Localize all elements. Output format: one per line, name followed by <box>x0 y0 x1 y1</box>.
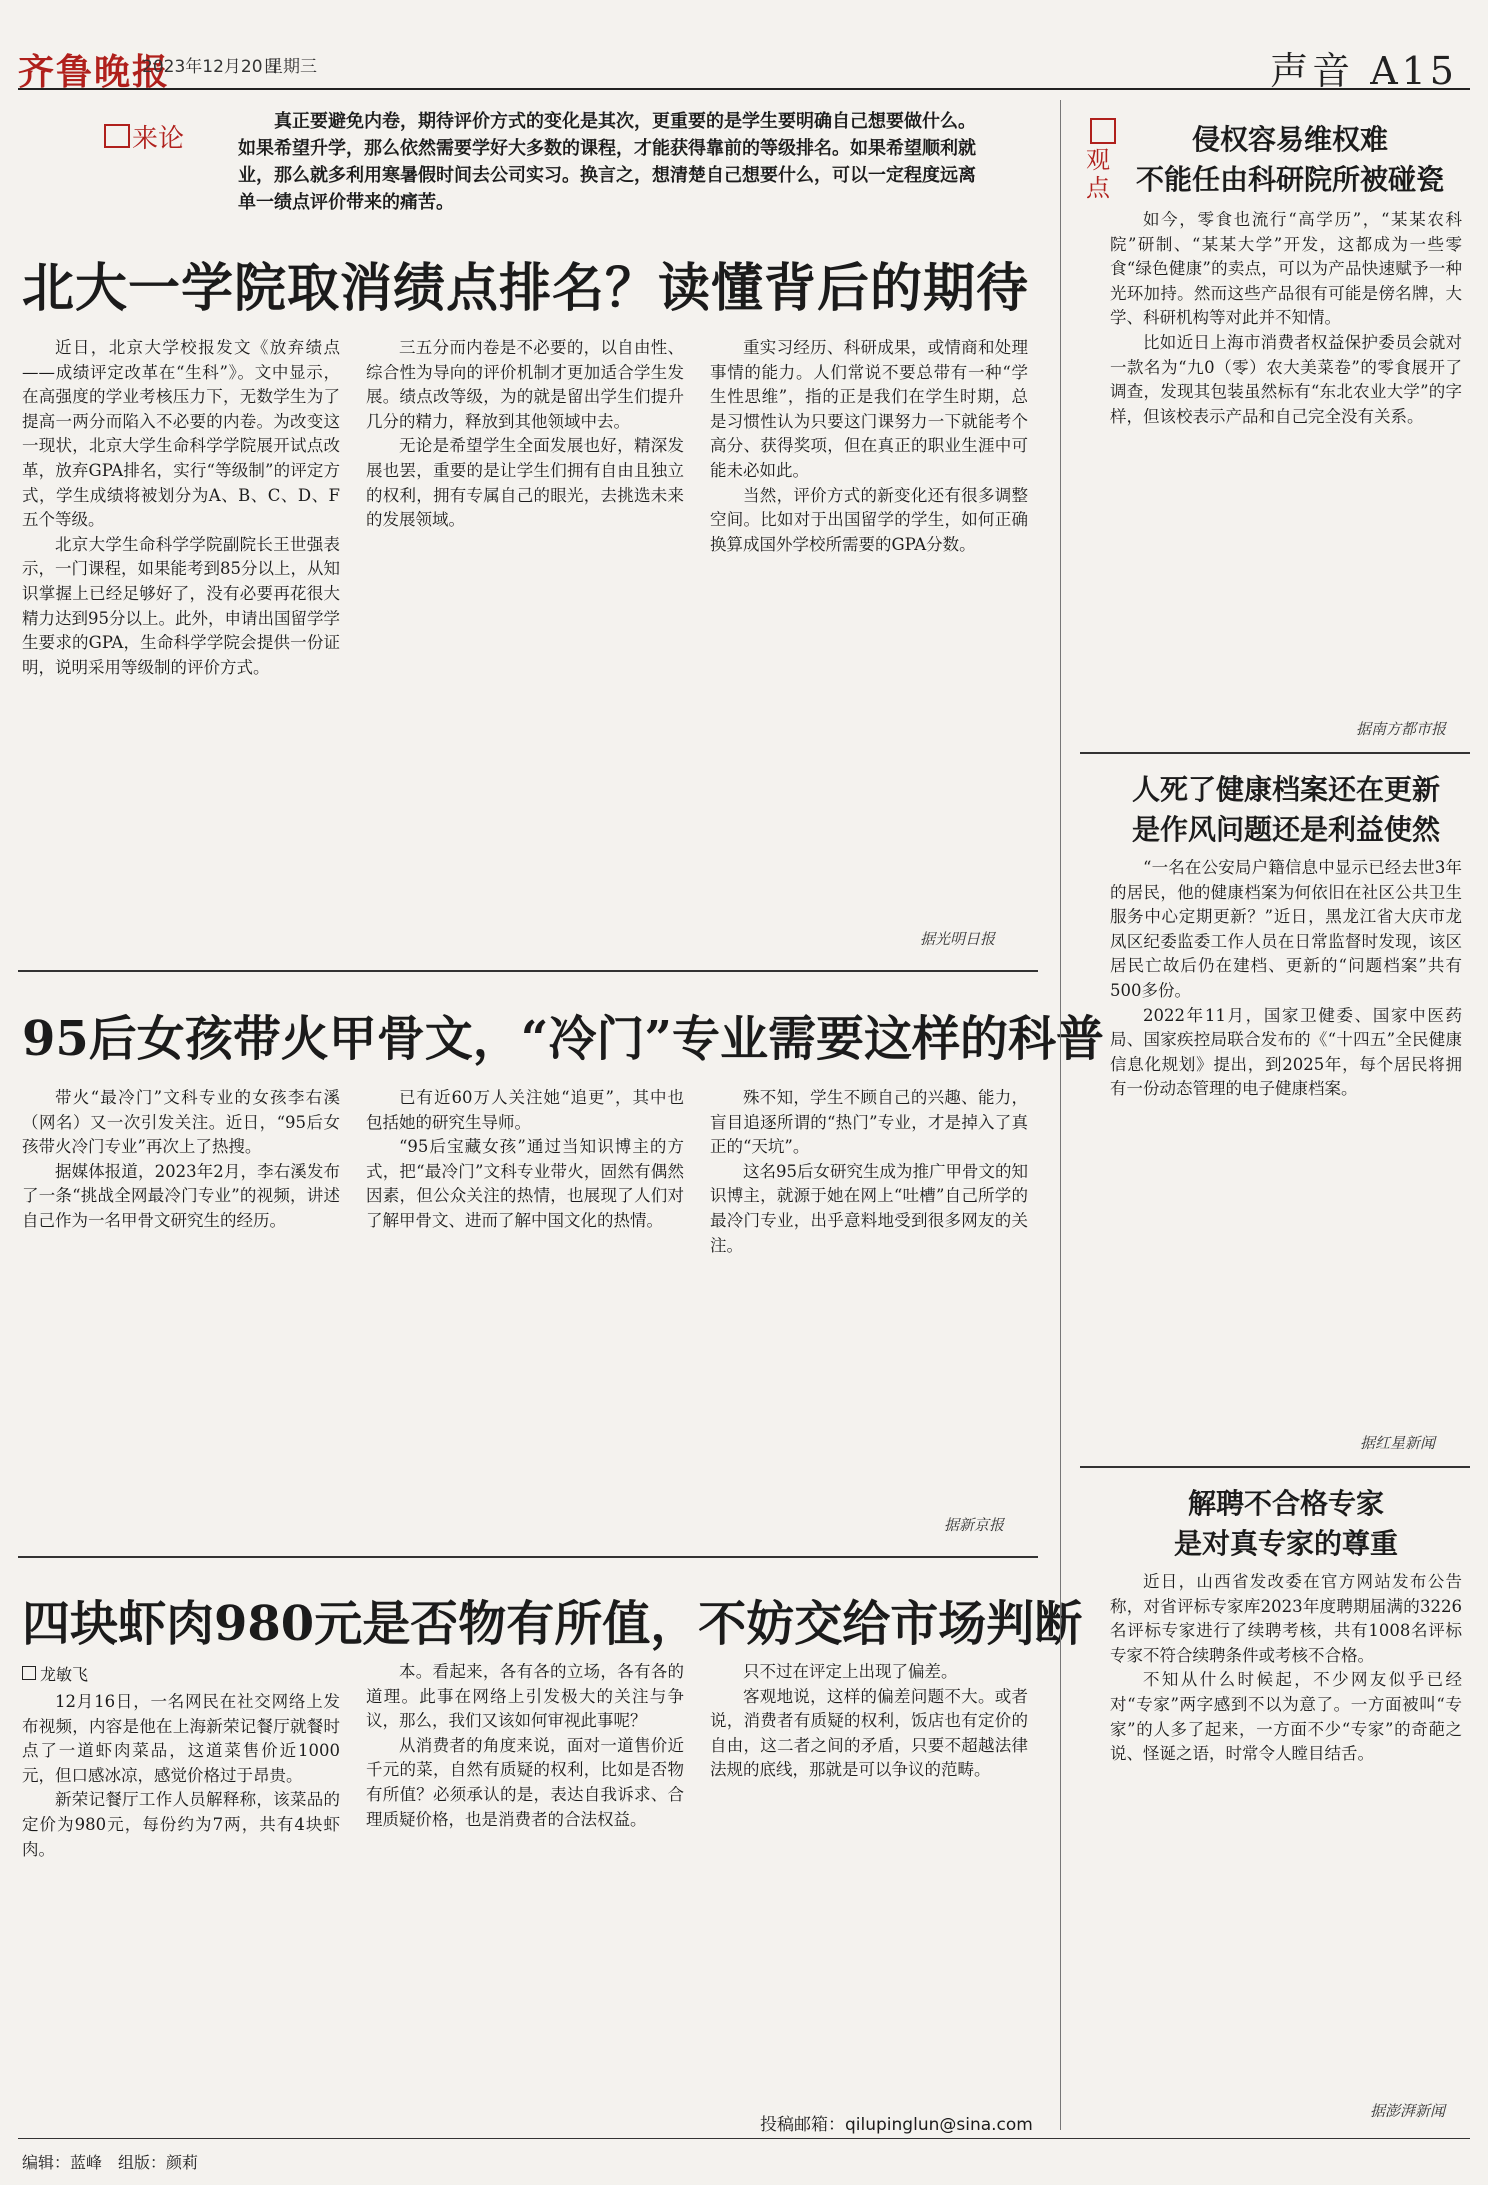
sidebar1-source: 据南方都市报 <box>1356 720 1447 738</box>
article2-p4: “95后宝藏女孩”通过当知识博主的方式，把“最冷门”文科专业带火，固然有偶然因素，但公众关注的热情，也展现了人们对了解甲骨文、进而了解中国文化的热情。 <box>366 1137 684 1230</box>
article2-col1 <box>22 1086 340 1546</box>
byline-box-icon <box>22 1666 36 1680</box>
sidebar2-title: 人死了健康档案还在更新 是作风问题还是利益使然 <box>1131 773 1440 846</box>
section-page: 声音 A15 <box>1270 49 1458 93</box>
note-icon <box>104 124 130 148</box>
article2-col2 <box>366 1086 684 1546</box>
article3-p3: 本。看起来，各有各的立场，各有各的道理。此事在网络上引发极大的关注与争议，那么，我们又该如何审视此事呢？ <box>366 1662 684 1731</box>
article1-source: 据光明日报 <box>920 930 996 948</box>
article2-col3 <box>710 1086 1028 1506</box>
footer-editors: 编辑：蓝峰 组版：颜莉 <box>22 2153 199 2172</box>
article1-p3: 三五分而内卷是不必要的，以自由性、综合性为导向的评价机制才更加适合学生发展。绩点改等级，为的就是留出学生们提升几分的精力，释放到其他领域中去。 <box>366 338 684 431</box>
article3-p1: 12月16日，一名网民在社交网络上发布视频，内容是他在上海新荣记餐厅就餐时点了一道虾肉菜品，这道菜售价近1000元，但口感冰凉，感觉价格过于昂贵。 <box>22 1692 340 1785</box>
article1-col3 <box>710 336 1028 916</box>
article1-p5: 重实习经历、科研成果，或情商和处理事情的能力。人们常说不要总带有一种“学生性思维”，指的正是我们在学生时期，总是习惯性认为只要这门课努力一下就能考个高分、获得奖项，但在真正的职业生涯中可能未必如此。 <box>710 338 1028 480</box>
divider-3 <box>1080 752 1470 754</box>
divider-2 <box>18 1556 1038 1558</box>
article2-p5: 殊不知，学生不顾自己的兴趣、能力，盲目追逐所谓的“热门”专业，才是掉入了真正的“天坑”。 <box>710 1088 1028 1157</box>
newspaper-logo: 齐鲁晚报 <box>18 51 171 93</box>
issue-date: 2023年12月20日 <box>142 57 280 77</box>
sidebar3-p2: 不知从什么时候起，不少网友似乎已经对“专家”两字感到不以为意了。一方面被叫“专家”的人多了起来，一方面不少“专家”的奇葩之说、怪诞之语，时常令人瞠目结舌。 <box>1110 1670 1462 1764</box>
article1-col1 <box>22 336 340 956</box>
article1-p1: 近日，北京大学校报发文《放弃绩点——成绩评定改革在“生科”》。文中显示，在高强度的学业考核压力下，无数学生为了提高一两分而陷入不必要的内卷。为改变这一现状，北京大学生命科学学院展开试点改革，放弃GPA排名，实行“等级制”的评定方式，学生成绩将被划分为A、B、C、D、F五个等级。 <box>22 338 340 530</box>
article3-p2: 新荣记餐厅工作人员解释称，该菜品的定价为980元，每份约为7两，共有4块虾肉。 <box>22 1790 340 1859</box>
sidebar2-source: 据红星新闻 <box>1360 1434 1436 1452</box>
article3-col2 <box>366 1660 684 2130</box>
article3-author: 龙敏飞 <box>40 1665 89 1684</box>
lead-quote: 真正要避免内卷，期待评价方式的变化是其次，更重要的是学生要明确自己想要做什么。如果希望升学，那么依然需要学好大多数的课程，才能获得靠前的等级排名。如果希望顺利就业，那么就多利用寒暑假时间去公司实习。换言之，想清楚自己想要什么，可以一定程度远离单一绩点评价带来的痛苦。 <box>238 111 976 213</box>
note-tag: 来论 <box>132 124 185 154</box>
sidebar3-source: 据澎湃新闻 <box>1370 2102 1446 2120</box>
issue-weekday: 星期三 <box>266 57 317 77</box>
article1-col2 <box>366 336 684 956</box>
article2-source: 据新京报 <box>944 1516 1005 1534</box>
article3-p4: 从消费者的角度来说，面对一道售价近千元的菜，自然有质疑的权利，比如是否物有所值？必须承认的是，表达自我诉求、合理质疑价格，也是消费者的合法权益。 <box>366 1735 684 1829</box>
sidebar3-body <box>1110 1570 1462 2090</box>
sidebar2-body <box>1110 856 1462 1416</box>
article2-title: 95后女孩带火甲骨文，“冷门”专业需要这样的科普 <box>22 1011 1105 1067</box>
top-rule <box>18 88 1470 90</box>
sidebar3-title: 解聘不合格专家 是对真专家的尊重 <box>1173 1487 1398 1560</box>
divider-1 <box>18 970 1038 972</box>
submission-email: 投稿邮箱：qilupinglun@sina.com <box>760 2115 1033 2135</box>
article3-p5: 只不过在评定上出现了偏差。 <box>743 1662 958 1681</box>
sidebar1-p1: 如今，零食也流行“高学历”，“某某农科院”研制、“某某大学”开发，这都成为一些零食“绿色健康”的卖点，可以为产品快速赋予一种光环加持。然而这些产品很有可能是傍名牌，大学、科研机构等对此并不知情。 <box>1110 210 1462 328</box>
article2-p6: 这名95后女研究生成为推广甲骨文的知识博主，就源于她在网上“吐槽”自己所学的最冷门专业，出乎意料地受到很多网友的关注。 <box>710 1161 1028 1255</box>
footer-rule <box>18 2138 1470 2139</box>
column-divider <box>1060 100 1061 2130</box>
article3-p6: 客观地说，这样的偏差问题不大。或者说，消费者有质疑的权利，饭店也有定价的自由，这二者之间的矛盾，只要不超越法律法规的底线，那就是可以争议的范畴。 <box>710 1686 1028 1780</box>
sidebar2-p2: 2022年11月，国家卫健委、国家中医药局、国家疾控局联合发布的《“十四五”全民健康信息化规划》提出，到2025年，每个居民将拥有一份动态管理的电子健康档案。 <box>1110 1005 1462 1099</box>
divider-4 <box>1080 1466 1470 1468</box>
article1-p2: 北京大学生命科学学院副院长王世强表示，一门课程，如果能考到85分以上，从知识掌握上已经足够好了，没有必要再花很大精力达到95分以上。此外，申请出国留学学生要求的GPA，生命科学学院会提供一份证明，说明采用等级制的评价方式。 <box>22 534 340 677</box>
sidebar1-body <box>1110 208 1462 708</box>
sidebar1-p2: 比如近日上海市消费者权益保护委员会就对一款名为“九0（零）农大美菜卷”的零食展开了调查，发现其包装虽然标有“东北农业大学”的字样，但该校表示产品和自己完全没有关系。 <box>1110 332 1462 426</box>
article1-p4: 无论是希望学生全面发展也好，精深发展也罢，重要的是让学生们拥有自由且独立的权利，拥有专属自己的眼光，去挑选未来的发展领域。 <box>366 436 684 530</box>
sidebar2-p1: “一名在公安局户籍信息中显示已经去世3年的居民，他的健康档案为何依旧在社区公共卫生服务中心定期更新？”近日，黑龙江省大庆市龙凤区纪委监委工作人员在日常监督时发现，该区居民亡故后仍在建档、更新的“问题档案”共有500多份。 <box>1110 858 1462 1000</box>
sidebar-tag-icon <box>1090 118 1116 144</box>
article3-col3 <box>710 1660 1028 2090</box>
article2-p1: 带火“最冷门”文科专业的女孩李右溪（网名）又一次引发关注。近日，“95后女孩带火冷门专业”再次上了热搜。 <box>22 1088 340 1157</box>
article2-p2: 据媒体报道，2023年2月，李右溪发布了一条“挑战全网最冷门专业”的视频，讲述自己作为一名甲骨文研究生的经历。 <box>22 1161 340 1230</box>
article1-p6: 当然，评价方式的新变化还有很多调整空间。比如对于出国留学的学生，如何正确换算成国外学校所需要的GPA分数。 <box>710 485 1028 554</box>
article3-col1 <box>22 1690 340 2130</box>
article3-byline <box>22 1662 88 1685</box>
article3-title: 四块虾肉980元是否物有所值，不妨交给市场判断 <box>22 1596 1083 1652</box>
sidebar-tag: 观点 <box>1086 146 1110 202</box>
sidebar1-title: 侵权容易维权难 不能任由科研院所被碰瓷 <box>1135 123 1444 196</box>
article1-title: 北大一学院取消绩点排名？读懂背后的期待 <box>22 258 1030 319</box>
sidebar3-p1: 近日，山西省发改委在官方网站发布公告称，对省评标专家库2023年度聘期届满的3226名评标专家进行了续聘考核，共有1008名评标专家不符合续聘条件或考核不合格。 <box>1110 1572 1462 1665</box>
article2-p3: 已有近60万人关注她“追更”，其中也包括她的研究生导师。 <box>366 1088 684 1132</box>
